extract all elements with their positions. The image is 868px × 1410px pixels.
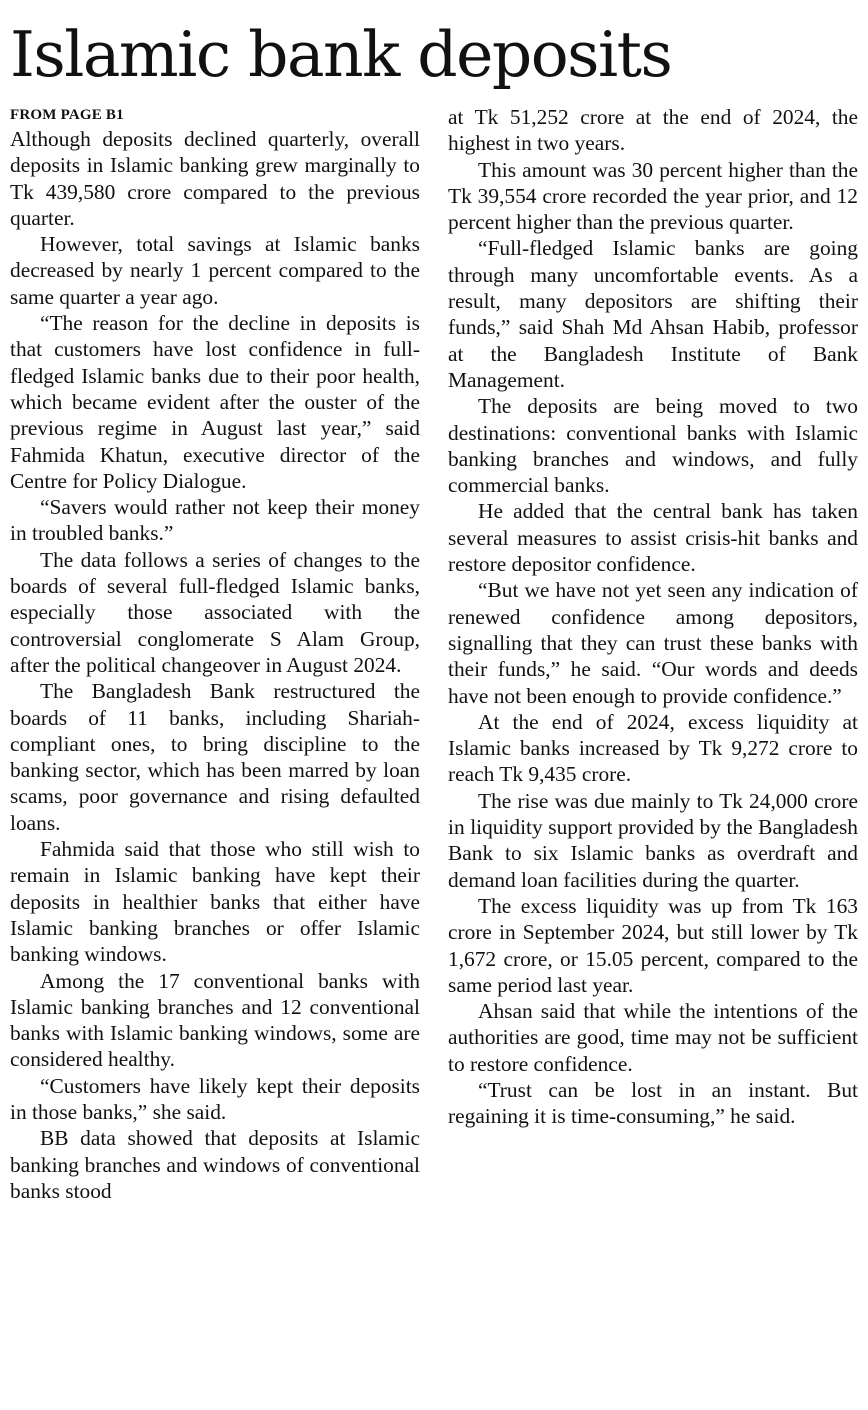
paragraph: at Tk 51,252 crore at the end of 2024, the highest in two years.: [448, 105, 858, 156]
paragraph: This amount was 30 percent higher than the Tk 39,554 crore recorded the year prior, and 12 percent higher than the previous quarter.: [448, 157, 858, 235]
paragraph: The rise was due mainly to Tk 24,000 crore in liquidity support provided by the Bangladesh Bank to six Islamic banks as overdraft and demand loan facilities during the quarter.: [448, 788, 858, 892]
paragraph: “Trust can be lost in an instant. But regaining it is time-consuming,” he said.: [448, 1077, 858, 1129]
paragraph: The excess liquidity was up from Tk 163 crore in September 2024, but still lower by Tk 1,672 crore, or 15.05 percent, compared to the same period last year.: [448, 893, 858, 997]
paragraph: At the end of 2024, excess liquidity at Islamic banks increased by Tk 9,272 crore to reach Tk 9,435 crore.: [448, 709, 858, 787]
paragraph: Among the 17 conventional banks with Islamic banking branches and 12 conventional banks with Islamic banking windows, some are considered healthy.: [10, 968, 420, 1072]
paragraph: Although deposits declined quarterly, overall deposits in Islamic banking grew marginally to Tk 439,580 crore compared to the previous quarter.: [10, 127, 420, 230]
paragraph: The Bangladesh Bank restructured the boards of 11 banks, including Shariah-compliant ones, to bring discipline to the banking sector, which has been marred by loan scams, poor governance and rising defaulted loans.: [10, 679, 420, 835]
paragraph: “Customers have likely kept their deposits in those banks,” she said.: [10, 1073, 420, 1124]
paragraph: BB data showed that deposits at Islamic banking branches and windows of conventional banks stood: [10, 1126, 420, 1203]
paragraph: Fahmida said that those who still wish to remain in Islamic banking have kept their deposits in healthier banks that either have Islamic banking branches or offer Islamic banking windows.: [10, 837, 420, 967]
right-column: [448, 104, 858, 1130]
paragraph: “Savers would rather not keep their money in troubled banks.”: [10, 495, 420, 546]
paragraph: However, total savings at Islamic banks decreased by nearly 1 percent compared to the same quarter a year ago.: [10, 232, 420, 309]
paragraph: “But we have not yet seen any indication of renewed confidence among depositors, signalling that they can trust these banks with their funds,” he said. “Our words and deeds have not been enough to provide confidence.”: [448, 578, 858, 708]
jump-label: FROM PAGE B1: [10, 107, 124, 123]
headline: Islamic bank deposits: [10, 18, 672, 91]
paragraph: He added that the central bank has taken several measures to assist crisis-hit banks and restore depositor confidence.: [448, 499, 858, 577]
paragraph: “The reason for the decline in deposits is that customers have lost confidence in full-fledged Islamic banks due to their poor health, which became evident after the ouster of the previous regime in August last year,” said Fahmida Khatun, executive director of the Centre for Policy Dialogue.: [10, 311, 420, 493]
paragraph: The data follows a series of changes to the boards of several full-fledged Islamic banks, especially those associated with the controversial conglomerate S Alam Group, after the political changeover in August 2024.: [10, 547, 420, 677]
left-column: [10, 104, 420, 1204]
paragraph: Ahsan said that while the intentions of the authorities are good, time may not be sufficient to restore confidence.: [448, 999, 858, 1076]
paragraph: “Full-fledged Islamic banks are going through many uncomfortable events. As a result, many depositors are shifting their funds,” said Shah Md Ahsan Habib, professor at the Bangladesh Institute of Bank Management.: [448, 236, 858, 392]
paragraph: The deposits are being moved to two destinations: conventional banks with Islamic banking branches and windows, and fully commercial banks.: [448, 394, 858, 498]
